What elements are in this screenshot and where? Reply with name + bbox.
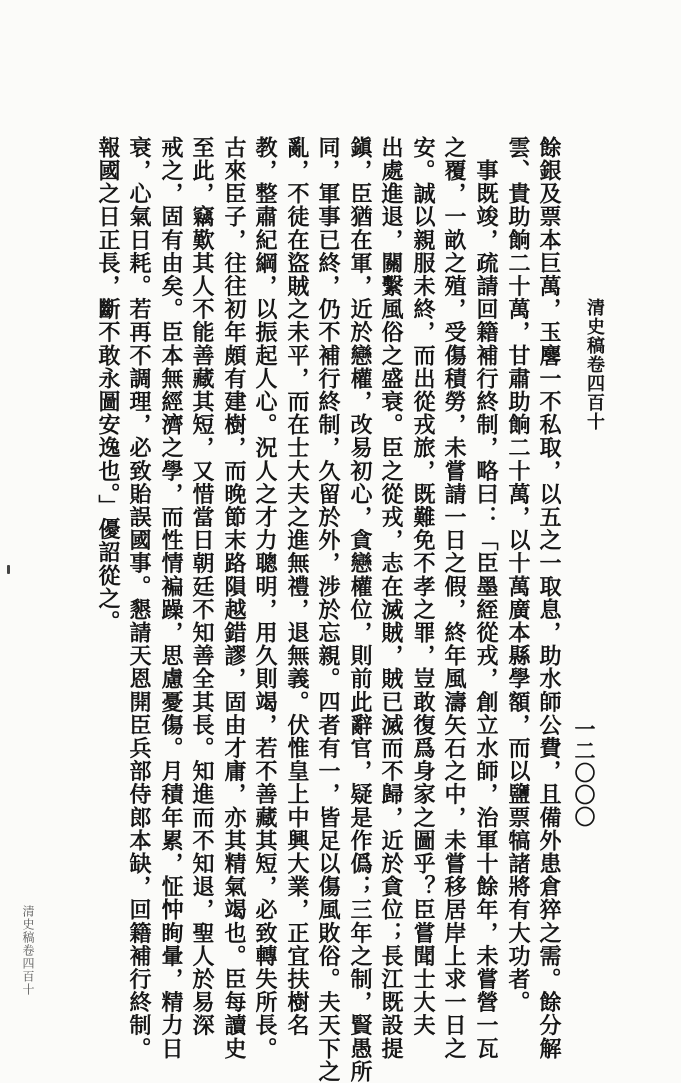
- text-column: 至此，竊歎其人不能善藏其短，又惜當日朝廷不知善全其長。知進而不知退，聖人於易深: [189, 136, 215, 1037]
- running-header-title: 清史稿卷四百十: [584, 298, 605, 431]
- text-column: 古來臣子，往往初年頗有建樹，而晚節末路隕越錯謬，固由才庸，亦其精氣竭也。臣每讀史: [221, 136, 247, 1060]
- text-column: 出處進退，關繫風俗之盛衰。臣之從戎，志在滅賊，賊已滅而不歸，近於貪位；長江既設提: [378, 136, 404, 1060]
- text-column: 教，整肅紀綱，以振起人心。況人之才力聰明，用久則竭，若不善藏其短，必致轉失所長。: [252, 136, 278, 1060]
- text-column: 報國之日正長，斷不敢永圖安逸也。」優詔從之。: [95, 136, 121, 634]
- text-column: 雲、貴助餉二十萬，甘肅助餉二十萬，以十萬廣本縣學額，而以鹽票犒諸將有大功者。: [505, 136, 531, 1014]
- text-column: 事既竣，疏請回籍補行終制，略曰：「臣墨絰從戎，創立水師，治軍十餘年，未嘗營一瓦: [473, 136, 499, 1060]
- text-column: 戒之，固有由矣。臣本無經濟之學，而性情褊躁，思慮憂傷。月積年累，怔忡眴暈，精力日: [158, 136, 184, 1060]
- text-column: 餘銀及票本巨萬，玉麐一不私取，以五之一取息，助水師公費，且備外患倉猝之需。餘分解: [536, 136, 562, 1060]
- margin-note: 清史稿卷四百十: [21, 905, 35, 996]
- text-column: 同，軍事已終，仍不補行終制，久留於外，涉於忘親。四者有一，皆足以傷風敗俗。夫天下之: [315, 136, 341, 1083]
- text-column: 亂，不徒在盜賊之未平，而在士大夫之進無禮，退無義。伏惟皇上中興大業，正宜扶樹名: [284, 136, 310, 1037]
- page-number: 一二〇〇〇: [572, 718, 597, 828]
- text-column: 衰，心氣日耗。若再不調理，必致貽誤國事。懇請天恩開臣兵部侍郎本缺，回籍補行終制。: [126, 136, 152, 1060]
- text-column: 鎭，臣猶在軍，近於戀權，改易初心，貪戀權位，則前此辭官，疑是作僞；三年之制，賢愚所: [347, 136, 373, 1083]
- scan-edge-mark: [7, 565, 10, 574]
- text-column: 之覆，一畝之殖，受傷積勞，未嘗請一日之假，終年風濤矢石之中，未嘗移居岸上求一日之: [441, 136, 467, 1060]
- text-column: 安。誠以親服未終，而出從戎旅，既難免不孝之罪，豈敢復爲身家之圖乎？臣嘗聞士大夫: [410, 136, 436, 1037]
